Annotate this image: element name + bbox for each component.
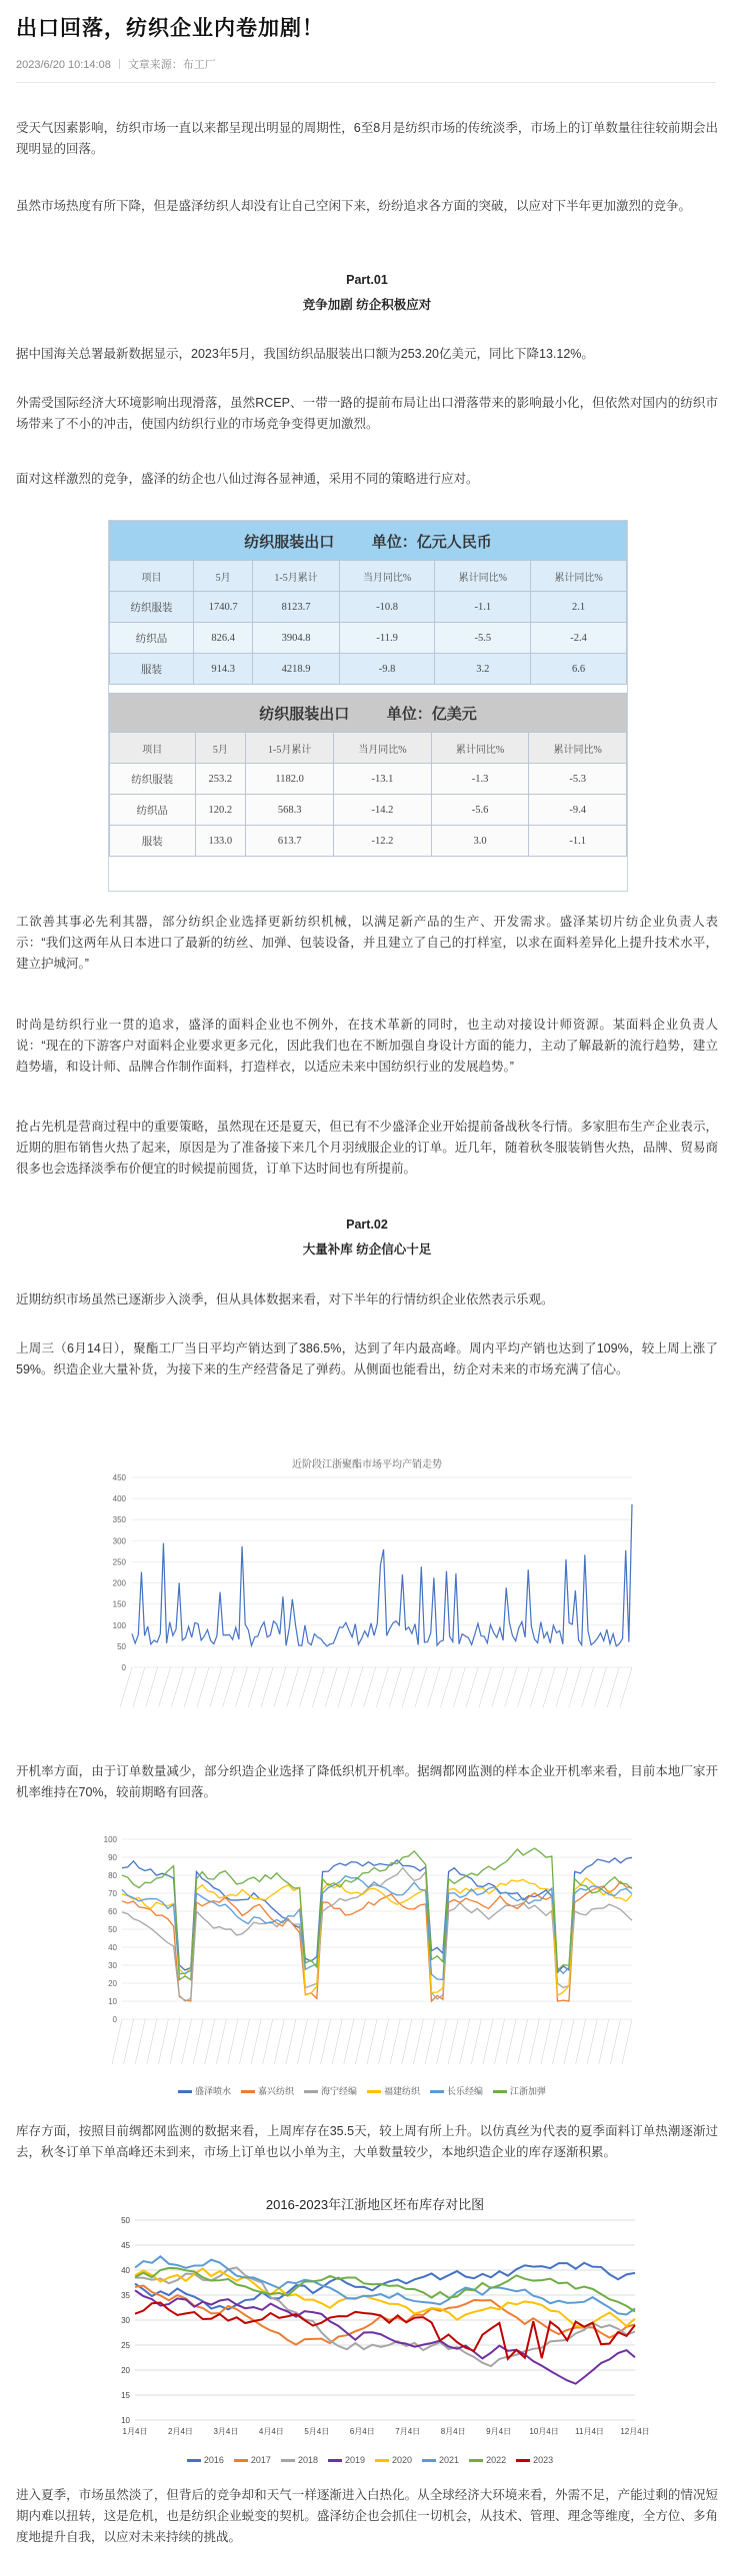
x-tick-mark	[297, 2019, 307, 2064]
x-tick-label: 3月4日	[213, 2427, 239, 2436]
x-tick-label: 1月4日	[122, 2427, 148, 2436]
x-tick-mark	[483, 2019, 493, 2064]
x-tick-mark	[133, 1667, 145, 1707]
export-tables-image	[108, 520, 628, 892]
article-source: 文章来源：布工厂	[127, 59, 216, 71]
x-tick-mark	[402, 1667, 414, 1707]
y-tick-label: 50	[117, 1641, 126, 1651]
x-tick-mark	[402, 2019, 412, 2064]
article-meta	[16, 56, 216, 72]
table-cell: 3.0	[431, 826, 529, 857]
table-title: 纺织服装出口 单位：亿美元	[110, 694, 627, 733]
x-tick-mark	[171, 1667, 183, 1707]
x-tick-mark	[355, 2019, 365, 2064]
series-line	[135, 2303, 635, 2359]
table-cell: -5.6	[431, 795, 529, 826]
legend-entry: 嘉兴纺织	[241, 2084, 294, 2097]
x-tick-mark	[158, 2019, 168, 2064]
title-divider	[16, 82, 716, 83]
x-tick-mark	[594, 1667, 606, 1707]
x-tick-mark	[610, 2019, 620, 2064]
legend-entry: 2017	[234, 2455, 271, 2465]
x-tick-mark	[351, 1667, 363, 1707]
y-tick-label: 0	[112, 2015, 117, 2024]
table-cell: -9.8	[339, 654, 435, 685]
y-tick-label: 150	[112, 1599, 126, 1609]
paragraph: 工欲善其事必先利其器，部分纺织企业选择更新纺织机械，以满足新产品的生产、开发需求。盛泽某切片纺企业负责人表示：“我们这两年从日本进口了最新的纺丝、加弹、包装设备，并且建立了自己的打样室，以求在面料差异化上提升技术水平，建立护城河。”	[16, 915, 718, 971]
paragraph: 外需受国际经济大环境影响出现滑落，虽然RCEP、一带一路的提前布局让出口滑落带来的影响最小化，但依然对国内的纺织市场带来了不小的冲击，使国内纺织行业的市场竞争变得更加激烈。	[16, 396, 718, 431]
x-tick-mark	[146, 1667, 158, 1707]
x-tick-mark	[240, 2019, 250, 2064]
paragraph: 据中国海关总署最新数据显示，2023年5月，我国纺织品服装出口额为253.20亿美元，同比下降13.12%。	[16, 347, 594, 361]
x-tick-mark	[576, 2019, 586, 2064]
x-tick-mark	[390, 2019, 400, 2064]
y-tick-label: 15	[121, 2391, 130, 2400]
x-tick-mark	[274, 2019, 284, 2064]
table-cell: 2.1	[531, 592, 627, 623]
x-tick-mark	[466, 1667, 478, 1707]
x-tick-mark	[587, 2019, 597, 2064]
paragraph: 抢占先机是营商过程中的重要策略，虽然现在还是夏天，但已有不少盛泽企业开始提前备战秋冬行情。多家胆布生产企业表示，近期的胆布销售火热了起来，原因是为了准备接下来几个月羽绒服企业的订单。近几年，随着秋冬服装销售火热，品牌、贸易商很多也会选择淡季布价便宜的时候提前囤货，订单下达时间也有所提前。	[16, 1120, 718, 1176]
table-cell: -14.2	[334, 795, 432, 826]
x-tick-mark	[287, 1667, 299, 1707]
table-header-cell: 5月	[193, 561, 252, 592]
export-table-rmb	[109, 521, 627, 685]
y-tick-label: 40	[121, 2266, 130, 2275]
x-tick-mark	[299, 1667, 311, 1707]
export-table-usd	[109, 693, 627, 857]
paragraph: 受天气因素影响，纺织市场一直以来都呈现出明显的周期性，6至8月是纺织市场的传统淡季，市场上的订单数量往往较前期会出现明显的回落。	[16, 121, 718, 156]
x-tick-mark	[120, 1667, 132, 1707]
table-header-cell: 累计同比%	[435, 561, 531, 592]
x-tick-mark	[552, 2019, 562, 2064]
paragraph: 上周三（6月14日），聚酯工厂当日平均产销达到了386.5%，达到了年内最高峰。周内平均产销也达到了109%，较上周上涨了59%。织造企业大量补货，为接下来的生产经营备足了弹药。从侧面也能看出，纺企对未来的市场充满了信心。	[16, 1341, 718, 1376]
table-header-cell: 当月同比%	[339, 561, 435, 592]
y-tick-label: 100	[112, 1620, 126, 1630]
table-cell: -12.2	[334, 826, 432, 857]
table-cell: 3904.8	[253, 623, 339, 654]
x-tick-mark	[274, 1667, 286, 1707]
x-tick-mark	[556, 1667, 568, 1707]
legend-entry: 盛泽喷水	[178, 2084, 231, 2097]
y-tick-label: 450	[112, 1473, 126, 1482]
paragraph: 近期纺织市场虽然已逐渐步入淡季，但从具体数据来看，对下半年的行情纺织企业依然表示乐观。	[16, 1292, 554, 1306]
x-tick-label: 11月4日	[575, 2427, 604, 2436]
x-tick-mark	[441, 1667, 453, 1707]
legend-entry: 2021	[422, 2455, 459, 2465]
y-tick-label: 60	[108, 1907, 117, 1916]
y-tick-label: 80	[108, 1871, 117, 1880]
legend-entry: 2023	[516, 2455, 553, 2465]
x-tick-label: 10月4日	[529, 2427, 559, 2436]
x-tick-label: 9月4日	[486, 2427, 512, 2436]
x-tick-mark	[607, 1667, 619, 1707]
paragraph: 时尚是纺织行业一贯的追求，盛泽的面料企业也不例外，在技术革新的同时，也主动对接设计师资源。某面料企业负责人说：“现在的下游客户对面料企业要求更多元化，因此我们也在不断加强自身设计方面的能力，主动了解最新的流行趋势，建立趋势墙，和设计师、品牌合作制作面料，打造样衣，以适应未来中国纺织行业的发展趋势。”	[16, 1018, 718, 1074]
table-cell: 133.0	[195, 826, 246, 857]
x-tick-label: 7月4日	[395, 2427, 421, 2436]
x-tick-mark	[184, 1667, 196, 1707]
y-tick-label: 20	[121, 2366, 130, 2375]
x-tick-mark	[541, 2019, 551, 2064]
y-tick-label: 250	[112, 1557, 126, 1567]
y-tick-label: 300	[112, 1536, 126, 1546]
x-tick-mark	[505, 1667, 517, 1707]
table-cell: 1182.0	[246, 764, 334, 795]
x-tick-mark	[367, 2019, 377, 2064]
table-cell: 纺织服装	[110, 764, 196, 795]
x-tick-mark	[622, 2019, 632, 2064]
table-cell: 服装	[110, 654, 194, 685]
table-cell: 纺织品	[110, 623, 194, 654]
y-tick-label: 40	[108, 1943, 117, 1952]
x-tick-label: 5月4日	[304, 2427, 330, 2436]
chart-legend	[105, 2450, 645, 2468]
legend-entry: 2020	[375, 2455, 412, 2465]
table-cell: 613.7	[246, 826, 334, 857]
y-tick-label: 45	[121, 2241, 130, 2250]
x-tick-mark	[205, 2019, 215, 2064]
x-tick-mark	[251, 2019, 261, 2064]
table-header-cell: 累计同比%	[431, 733, 529, 764]
paragraph: 进入夏季，市场虽然淡了，但背后的竞争却和天气一样逐渐进入白热化。从全球经济大环境来看，外需不足，产能过剩的情况短期内难以扭转，这是危机，也是纺织企业蜕变的契机。盛泽纺企也会抓住一切机会，从技术、管理、理念等维度，全方位、多角度地提升自我，以应对未来持续的挑战。	[16, 2488, 718, 2544]
section-part-label: Part.01	[346, 273, 388, 287]
x-tick-mark	[263, 2019, 273, 2064]
x-tick-mark	[564, 2019, 574, 2064]
table-header-cell: 1-5月累计	[246, 733, 334, 764]
x-tick-mark	[223, 1667, 235, 1707]
x-tick-mark	[235, 1667, 247, 1707]
x-tick-mark	[428, 1667, 440, 1707]
x-tick-mark	[147, 2019, 157, 2064]
operating-rate-chart	[92, 1829, 642, 2103]
table-header-cell: 累计同比%	[529, 733, 627, 764]
inventory-comparison-chart	[105, 2194, 650, 2469]
table-cell: 服装	[110, 826, 196, 857]
publish-date: 2023/6/20 10:14:08	[16, 59, 111, 71]
table-header-cell: 1-5月累计	[253, 561, 339, 592]
table-cell: -2.4	[531, 623, 627, 654]
y-tick-label: 70	[108, 1889, 117, 1898]
x-tick-mark	[599, 2019, 609, 2064]
table-cell: 1740.7	[193, 592, 252, 623]
x-tick-mark	[415, 1667, 427, 1707]
y-tick-label: 50	[121, 2216, 130, 2225]
table-title: 纺织服装出口 单位：亿元人民币	[110, 522, 627, 561]
table-row	[110, 592, 627, 623]
table-header-cell: 项目	[110, 561, 194, 592]
chart-title: 2016-2023年江浙地区坯布库存对比图	[265, 2197, 485, 2212]
legend-entry: 海宁经编	[304, 2084, 357, 2097]
x-tick-mark	[495, 2019, 505, 2064]
table-cell: 120.2	[195, 795, 246, 826]
x-tick-mark	[425, 2019, 435, 2064]
x-tick-mark	[124, 2019, 134, 2064]
x-tick-mark	[471, 2019, 481, 2064]
article-title: 出口回落，纺织企业内卷加剧！	[16, 17, 324, 40]
x-tick-label: 4月4日	[258, 2427, 284, 2436]
paragraph: 虽然市场热度有所下降，但是盛泽纺织人却没有让自己空闲下来，纷纷追求各方面的突破，以应对下半年更加激烈的竞争。	[16, 199, 692, 213]
x-tick-mark	[210, 1667, 222, 1707]
x-tick-mark	[492, 1667, 504, 1707]
x-tick-mark	[364, 1667, 376, 1707]
chart-title: 近阶段江浙聚酯市场平均产销走势	[292, 1459, 442, 1470]
x-tick-mark	[448, 2019, 458, 2064]
paragraph: 面对这样激烈的竞争，盛泽的纺企也八仙过海各显神通，采用不同的策略进行应对。	[16, 472, 479, 486]
table-cell: 253.2	[195, 764, 246, 795]
x-tick-mark	[529, 2019, 539, 2064]
table-cell: -11.9	[339, 623, 435, 654]
x-tick-mark	[158, 1667, 170, 1707]
table-header-cell: 当月同比%	[334, 733, 432, 764]
table-cell: -10.8	[339, 592, 435, 623]
x-tick-mark	[338, 1667, 350, 1707]
section-part-label: Part.02	[346, 1218, 388, 1232]
table-cell: 纺织服装	[110, 592, 194, 623]
y-tick-label: 50	[108, 1925, 117, 1934]
x-tick-mark	[261, 1667, 273, 1707]
y-tick-label: 30	[121, 2316, 130, 2325]
legend-entry: 2016	[187, 2455, 224, 2465]
table-cell: -1.1	[435, 592, 531, 623]
table-header-cell: 累计同比%	[531, 561, 627, 592]
table-header-cell: 5月	[195, 733, 246, 764]
section-title: 竞争加剧 纺企积极应对	[302, 298, 432, 312]
x-tick-mark	[379, 2019, 389, 2064]
x-tick-mark	[321, 2019, 331, 2064]
x-tick-mark	[312, 1667, 324, 1707]
table-row	[110, 764, 627, 795]
x-tick-label: 12月4日	[620, 2427, 650, 2436]
x-tick-mark	[543, 1667, 555, 1707]
legend-entry: 福建纺织	[367, 2084, 420, 2097]
section-title: 大量补库 纺企信心十足	[302, 1243, 432, 1257]
y-tick-label: 35	[121, 2291, 130, 2300]
table-row	[110, 623, 627, 654]
legend-entry: 2022	[469, 2455, 506, 2465]
inventory-plot	[105, 2212, 650, 2452]
x-tick-mark	[197, 1667, 209, 1707]
table-cell: 914.3	[193, 654, 252, 685]
table-cell: 3.2	[435, 654, 531, 685]
paragraph: 库存方面，按照目前绸都网监测的数据来看，上周库存在35.5天，较上周有所上升。以仿真丝为代表的夏季面料订单热潮逐渐过去，秋冬订单下单高峰还未到来，市场上订单也以小单为主，大单数量较少，本地织造企业的库存逐渐积累。	[16, 2124, 718, 2159]
table-cell: -1.1	[529, 826, 627, 857]
table-cell: 826.4	[193, 623, 252, 654]
x-tick-mark	[518, 2019, 528, 2064]
x-tick-mark	[112, 2019, 122, 2064]
legend-entry: 2018	[281, 2455, 318, 2465]
x-tick-mark	[193, 2019, 203, 2064]
x-tick-mark	[517, 1667, 529, 1707]
x-tick-mark	[286, 2019, 296, 2064]
x-tick-mark	[413, 2019, 423, 2064]
y-tick-label: 25	[121, 2341, 130, 2350]
y-tick-label: 10	[108, 1997, 117, 2006]
x-tick-mark	[170, 2019, 180, 2064]
table-cell: 纺织品	[110, 795, 196, 826]
x-tick-mark	[460, 2019, 470, 2064]
y-tick-label: 200	[112, 1578, 126, 1588]
table-row	[110, 826, 627, 857]
table-cell: -9.4	[529, 795, 627, 826]
x-tick-mark	[325, 1667, 337, 1707]
x-tick-mark	[530, 1667, 542, 1707]
x-tick-mark	[182, 2019, 192, 2064]
x-tick-label: 2月4日	[168, 2427, 193, 2436]
chart-legend	[92, 2081, 642, 2099]
x-tick-mark	[216, 2019, 226, 2064]
legend-entry: 2019	[328, 2455, 365, 2465]
legend-entry: 江浙加弹	[493, 2084, 546, 2097]
table-row	[110, 654, 627, 685]
table-cell: 8123.7	[253, 592, 339, 623]
y-tick-label: 20	[108, 1979, 117, 1988]
x-tick-mark	[506, 2019, 516, 2064]
y-tick-label: 400	[112, 1494, 126, 1504]
x-tick-mark	[228, 2019, 238, 2064]
x-tick-mark	[569, 1667, 581, 1707]
table-cell: -5.5	[435, 623, 531, 654]
table-cell: -13.1	[334, 764, 432, 795]
sales-trend-plot	[92, 1469, 642, 1749]
y-tick-label: 0	[121, 1663, 126, 1672]
y-tick-label: 350	[112, 1515, 126, 1525]
x-tick-mark	[389, 1667, 401, 1707]
table-cell: -1.3	[431, 764, 529, 795]
legend-entry: 长乐经编	[430, 2084, 483, 2097]
x-tick-mark	[582, 1667, 594, 1707]
operating-rate-plot	[92, 1829, 642, 2077]
sales-trend-chart	[92, 1447, 642, 1737]
x-tick-mark	[479, 1667, 491, 1707]
x-tick-mark	[453, 1667, 465, 1707]
x-tick-mark	[332, 2019, 342, 2064]
x-tick-mark	[248, 1667, 260, 1707]
x-tick-mark	[344, 2019, 354, 2064]
y-tick-label: 90	[108, 1853, 117, 1862]
paragraph: 开机率方面，由于订单数量减少，部分织造企业选择了降低织机开机率。据绸都网监测的样本企业开机率来看，目前本地厂家开机率维持在70%，较前期略有回落。	[16, 1764, 718, 1799]
x-tick-label: 6月4日	[349, 2427, 375, 2436]
x-tick-mark	[135, 2019, 145, 2064]
y-tick-label: 100	[103, 1835, 117, 1844]
x-tick-label: 8月4日	[440, 2427, 466, 2436]
x-tick-mark	[376, 1667, 388, 1707]
x-tick-mark	[437, 2019, 447, 2064]
y-tick-label: 30	[108, 1961, 117, 1970]
x-tick-mark	[620, 1667, 632, 1707]
table-cell: 4218.9	[253, 654, 339, 685]
y-tick-label: 10	[121, 2416, 130, 2425]
table-header-cell: 项目	[110, 733, 196, 764]
x-tick-mark	[309, 2019, 319, 2064]
table-cell: 6.6	[531, 654, 627, 685]
table-row	[110, 795, 627, 826]
table-cell: 568.3	[246, 795, 334, 826]
table-cell: -5.3	[529, 764, 627, 795]
